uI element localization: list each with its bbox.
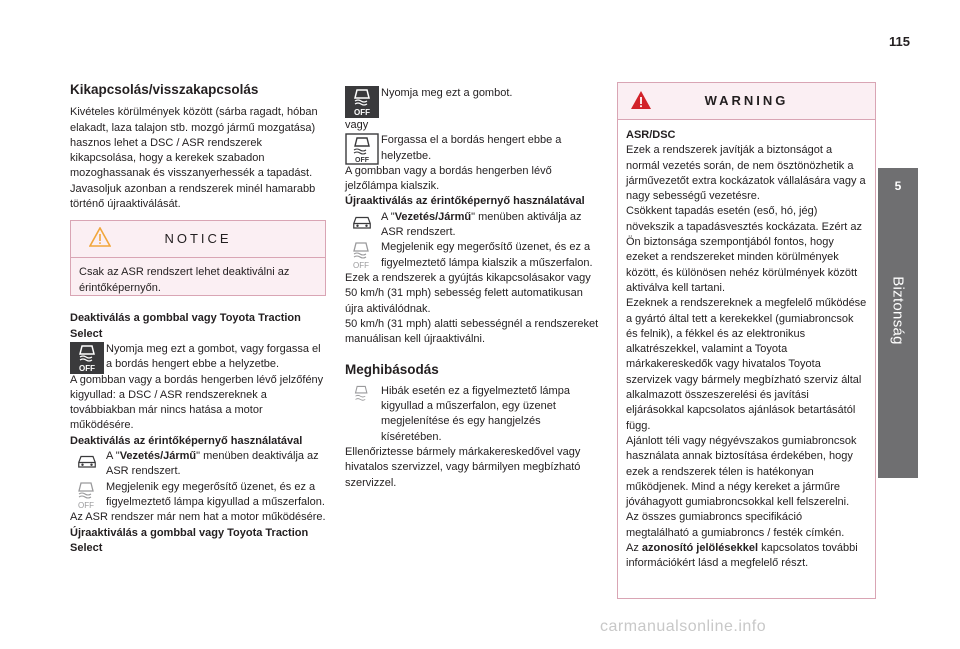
fault-heading: Meghibásodás: [345, 362, 439, 378]
svg-text:OFF: OFF: [355, 157, 369, 165]
warning-text-4: Ajánlott téli vagy négyévszakos gumiabroncsok használata annak biztosítása érdekében, hogy ezek a rendszerek télen is hatékonyan működjenek. Mind a négy kereket a járműre jóváhagyott gumiabroncsokkal kell felszerelni.: [626, 434, 857, 509]
notice-header: [71, 221, 325, 258]
subheading-deactivate-button: Deaktiválás a gombbal vagy Toyota Traction Select: [70, 312, 301, 340]
watermark: carmanualsonline.info: [600, 618, 767, 635]
deactivate-light-text: Megjelenik egy megerősítő üzenet, és ez a figyelmeztető lámpa kigyullad a műszerfalon.: [106, 480, 325, 508]
deactivate-touch-text-2: Az ASR rendszer már nem hat a motor működésére.: [70, 511, 326, 524]
fault-text: Hibák esetén ez a figyelmeztető lámpa kigyullad a műszerfalon, egy üzenet megjelenítése és egy hangjelzés kíséretében.: [381, 384, 570, 443]
warning-title: WARNING: [704, 93, 789, 108]
icon-row-button: [70, 342, 326, 373]
warning-box: [617, 82, 876, 599]
svg-text:OFF: OFF: [78, 500, 94, 510]
reactivate-roller-text-2: A gombban vagy a bordás hengerben lévő jelzőlámpa kialszik.: [345, 164, 552, 193]
warning-text-3: Ezeknek a rendszereknek a megfelelő működése a gyártó által tett a kerekekkel (gumiabroncsok és felnik), a fékkel és az elektronikus alkatrészekkel, valamint a Toyota márkakereskedők vagy hivatalos Toyota szervizek vagy bármely megbízható szerviz által alkalmazott összeszerelési és javítási eljárásokkal kapcsolatos ajánlások betartásától függ.: [626, 297, 867, 432]
warning-text-5: Az összes gumiabroncs specifikáció megtalálható a gumiabroncs / festék címkén.: [626, 511, 845, 539]
deactivate-button-text-2: A gombban vagy a bordás hengerben lévő jelzőfény kigyullad: a DSC / ASR rendszereknek a továbbiakban már nincs hatása a motor működésére.: [70, 373, 324, 432]
column-2: [345, 86, 601, 491]
car-icon: [345, 210, 379, 234]
or-text: vagy: [345, 119, 369, 131]
svg-text:OFF: OFF: [79, 363, 95, 373]
icon-row-roller: [345, 133, 601, 164]
menu-name: Vezetés/Jármű: [119, 450, 197, 463]
section-heading: Kikapcsolás/visszakapcsolás: [70, 82, 259, 97]
reactivate-light-text: Megjelenik egy megerősítő üzenet, és ez a figyelmeztető lámpa kialszik a műszerfalon.: [381, 241, 593, 269]
notice-title: NOTICE: [164, 231, 232, 247]
icon-row-car-2: [345, 210, 601, 241]
warning-text-2: Csökkent tapadás esetén (eső, hó, jég) növekszik a tapadásvesztés kockázata. Ezért az Ön biztonsága szempontjából fontos, hogy ezeket a rendszereket minden körülmények között, és különösen nehéz körülmények között aktiválva kell tartani.: [626, 205, 863, 294]
svg-text:OFF: OFF: [353, 261, 369, 271]
chapter-label-text: Biztonság: [889, 276, 907, 345]
roller-switch-icon: [345, 133, 379, 165]
reactivate-auto-text: Ezek a rendszerek a gyújtás kikapcsolásakor vagy 50 km/h (31 mph) sebesség felett automatikusan újra aktiválódnak.: [345, 271, 591, 315]
intro-paragraph: Kivételes körülmények között (sárba ragadt, hóban elakadt, laza talajon stb. mozgó jármű mozgatása) hasznos lehet a DSC / ASR rendszerek kikapcsolása, hogy a kerekek szabadon mozoghassanak és visszanyerhessék a tapadást.: [70, 106, 318, 180]
notice-text: Csak az ASR rendszert lehet deaktiválni az érintőképernyőn.: [79, 266, 290, 294]
column-1: [70, 82, 326, 556]
deactivate-touch-suffix: " menüben deaktiválja az ASR rendszert.: [106, 450, 319, 478]
icon-row-button-2: [345, 86, 601, 118]
warning-content: [618, 120, 875, 572]
reactivate-touch-prefix: A ": [381, 210, 395, 223]
icon-row-fault: [345, 384, 601, 445]
notice-box: [70, 220, 326, 296]
icon-row-light-2: [345, 240, 601, 271]
reactivate-touch-text: [345, 210, 601, 241]
svg-text:OFF: OFF: [354, 108, 370, 117]
warning-header: [618, 83, 875, 120]
subheading-reactivate-touch: Újraaktiválás az érintőképernyő használatával: [345, 195, 585, 208]
fault-text-2: Ellenőriztesse bármely márkakereskedővel vagy hivatalos szervizzel, vagy bármilyen megbízható szervizzel.: [345, 445, 581, 489]
traction-off-warning-light-icon: [345, 240, 379, 272]
traction-off-warning-light-icon: [70, 480, 104, 512]
deactivate-touch-text: [70, 449, 326, 480]
warning-text-6-bold: azonosító jelölésekkel: [641, 542, 759, 555]
warning-text-6-prefix: Az: [626, 542, 642, 555]
chapter-label: [888, 250, 908, 370]
reactivate-touch-suffix: " menüben aktiválja az ASR rendszert.: [381, 210, 582, 239]
reactivate-manual-text: 50 km/h (31 mph) alatti sebességnél a rendszereket manuálisan kell újraaktiválni.: [345, 317, 599, 346]
icon-row-light: [70, 480, 326, 511]
icon-row-car: [70, 449, 326, 480]
deactivate-button-text: Nyomja meg ezt a gombot, vagy forgassa el a bordás hengert ebbe a helyzetbe.: [106, 342, 321, 371]
car-icon: [70, 449, 104, 473]
reactivate-button-text: Nyomja meg ezt a gombot.: [381, 87, 513, 99]
deactivate-touch-prefix: A ": [106, 450, 120, 463]
warning-subheading: ASR/DSC: [626, 129, 676, 141]
traction-off-button-icon: [70, 342, 104, 374]
chapter-number: 5: [878, 172, 918, 200]
page-number: 115: [889, 34, 910, 49]
traction-off-button-icon: [345, 86, 379, 118]
traction-warning-light-icon: [345, 384, 379, 410]
intro-paragraph-2: Javasoljuk azonban a rendszerek minél hamarabb történő újraaktiválását.: [70, 182, 316, 211]
subheading-reactivate-button: Újraaktiválás a gombbal vagy Toyota Traction Select: [70, 526, 309, 554]
warning-text-6-suffix: kapcsolatos további információkért lásd a megfelelő részt.: [626, 542, 858, 570]
reactivate-roller-text: Forgassa el a bordás hengert ebbe a helyzetbe.: [381, 134, 562, 162]
subheading-deactivate-touch: Deaktiválás az érintőképernyő használatával: [70, 434, 303, 447]
warning-text-1: Ezek a rendszerek javítják a biztonságot a normál vezetés során, de nem ösztönözhetik a járművezetőt extra kockázatok vállalására vagy a nagy sebességű vezetésre.: [626, 144, 866, 203]
warning-text-6: [626, 541, 867, 572]
menu-name: Vezetés/Jármű: [394, 210, 472, 223]
